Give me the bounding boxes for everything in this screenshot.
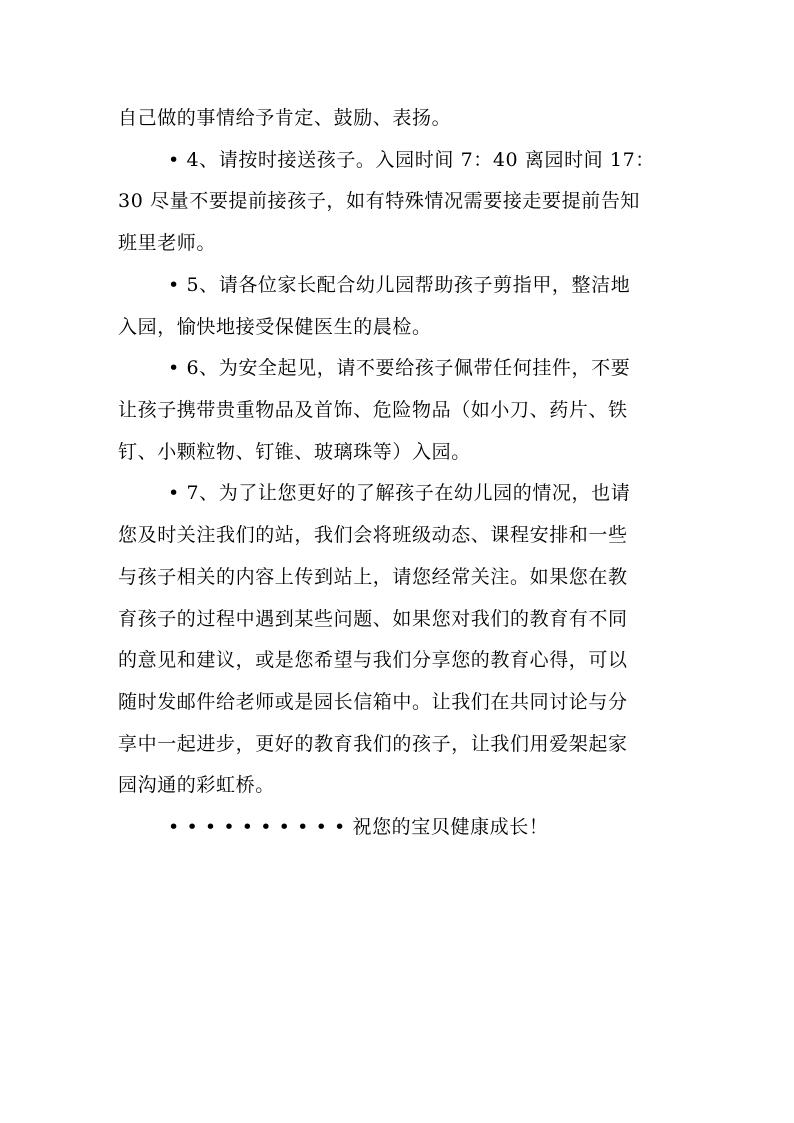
text-line: 您及时关注我们的站，我们会将班级动态、课程安排和一些 — [118, 524, 628, 546]
text-line: 自己做的事情给予肯定、鼓励、表扬。 — [118, 107, 452, 129]
text-line: 30 尽量不要提前接孩子，如有特殊情况需要接走要提前告知 — [118, 190, 641, 212]
list-item-7: • 7、为了让您更好的了解孩子在幼儿园的情况，也请 — [168, 482, 631, 504]
text-line: 园沟通的彩虹桥。 — [118, 774, 275, 796]
text-line: 班里老师。 — [118, 232, 217, 254]
list-item-6: • 6、为安全起见，请不要给孩子佩带任何挂件，不要 — [168, 357, 631, 379]
list-item-4: • 4、请按时接送孩子。入园时间 7：40 离园时间 17： — [168, 149, 655, 171]
text-line: 的意见和建议，或是您希望与我们分享您的教育心得，可以 — [118, 649, 628, 671]
text-line: 入园，愉快地接受保健医生的晨检。 — [118, 316, 432, 338]
closing-line: • • • • • • • • • • 祝您的宝贝健康成长！ — [168, 816, 549, 838]
text-line: 与孩子相关的内容上传到站上，请您经常关注。如果您在教 — [118, 566, 628, 588]
text-line: 育孩子的过程中遇到某些问题、如果您对我们的教育有不同 — [118, 608, 628, 630]
text-line: 钉、小颗粒物、钉锥、玻璃珠等）入园。 — [118, 441, 471, 463]
list-item-5: • 5、请各位家长配合幼儿园帮助孩子剪指甲，整洁地 — [168, 274, 631, 296]
text-line: 享中一起进步，更好的教育我们的孩子，让我们用爱架起家 — [118, 733, 628, 755]
text-line: 让孩子携带贵重物品及首饰、危险物品（如小刀、药片、铁 — [118, 399, 628, 421]
text-line: 随时发邮件给老师或是园长信箱中。让我们在共同讨论与分 — [118, 691, 628, 713]
